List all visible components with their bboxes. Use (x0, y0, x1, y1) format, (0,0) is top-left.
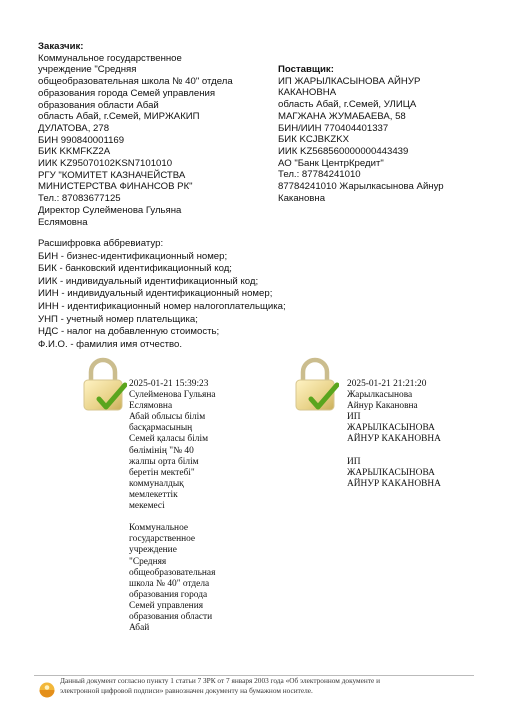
supplier-detail-line: КАКАНОВНА (278, 87, 337, 99)
signature-line: государственное (129, 534, 196, 545)
signature-1-text (129, 379, 216, 634)
customer-detail-line: Еслямовна (38, 216, 88, 228)
abbreviation-item: ИИК - индивидуальный идентификационный код; (38, 275, 259, 287)
signature-lock-icon (79, 355, 127, 420)
signature-line: Айнур Какановна (347, 401, 418, 412)
customer-detail-line: БИК KKMFKZ2A (38, 146, 111, 158)
supplier-detail-line: Какановна (278, 192, 326, 204)
customer-detail-line: Тел.: 87083677125 (38, 193, 121, 205)
supplier-detail-line: ИП ЖАРЫЛКАСЫНОВА АЙНУР (278, 75, 421, 87)
signature-line: мемлекеттік (129, 489, 178, 500)
supplier-detail-line: Тел.: 87784241010 (278, 169, 361, 181)
supplier-block (278, 64, 444, 204)
signature-line: Жарылкасынова (347, 390, 413, 401)
supplier-detail-line: БИК KCJBKZKX (278, 134, 350, 146)
signature-line: АЙНУР КАКАНОВНА (347, 478, 441, 489)
signature-line: Сулейменова Гульяна (129, 390, 216, 401)
customer-detail-line: Директор Сулейменова Гульяна (38, 204, 182, 216)
signature-line: Абай облысы білім (129, 412, 206, 423)
signature-line: беретін мектебі" (129, 467, 195, 478)
signature-line: 2025-01-21 15:39:23 (129, 379, 209, 389)
customer-heading: Заказчик: (38, 41, 84, 52)
sun-logo-icon (37, 680, 57, 705)
signature-line: бөлімінің "№ 40 (129, 445, 194, 456)
signature-line (129, 512, 216, 523)
footer-line: электронной цифровой подписи» равнозначен документу на бумажном носителе. (60, 686, 313, 695)
supplier-detail-line: БИН/ИИН 770404401337 (278, 122, 389, 134)
signature-line: ИП (347, 412, 361, 423)
customer-detail-line: БИН 990840001169 (38, 134, 125, 146)
signature-line: ИП (347, 456, 361, 467)
abbreviations-block (38, 238, 286, 351)
supplier-detail-line: ИИК KZ568560000000443439 (278, 145, 409, 157)
customer-detail-line: учреждение "Средняя (38, 64, 137, 76)
footer-legal-note (60, 676, 472, 696)
signature-line: жалпы орта білім (129, 456, 199, 467)
customer-detail-line: образования области Абай (38, 99, 159, 111)
signature-line: 2025-01-21 21:21:20 (347, 379, 427, 389)
customer-detail-line: ДУЛАТОВА, 278 (38, 122, 110, 134)
signature-line: ЖАРЫЛКАСЫНОВА (347, 423, 435, 434)
signature-line: "Средняя (129, 556, 167, 567)
signature-line: коммуналдық (129, 478, 184, 489)
customer-block (38, 41, 233, 228)
customer-detail-line: ИИК KZ95070102KSN7101010 (38, 158, 173, 170)
signature-line: АЙНУР КАКАНОВНА (347, 434, 441, 445)
signature-line: ЖАРЫЛКАСЫНОВА (347, 467, 435, 478)
customer-detail-line: образования города Семей управления (38, 87, 216, 99)
abbreviation-item: ИНН - идентификационный номер налогоплательщика; (38, 300, 286, 312)
signature-2-text (347, 379, 441, 490)
abbreviation-item: БИК - банковский идентификационный код; (38, 263, 232, 275)
supplier-detail-line: МАГЖАНА ЖУМАБАЕВА, 58 (278, 110, 406, 122)
customer-detail-line: область Абай, г.Семей, МИРЖАКИП (38, 111, 200, 123)
signature-lock-icon (291, 355, 339, 420)
signature-line (347, 446, 441, 457)
signature-line: образования области (129, 611, 213, 622)
signature-line: общеобразовательная (129, 567, 216, 578)
supplier-details (278, 76, 444, 205)
abbreviation-item: УНП - учетный номер плательщика; (38, 313, 198, 325)
abbreviation-item: НДС - налог на добавленную стоимость; (38, 326, 220, 338)
customer-detail-line: МИНИСТЕРСТВА ФИНАНСОВ РК" (38, 181, 193, 193)
customer-detail-line: общеобразовательная школа № 40" отдела (38, 76, 233, 88)
supplier-detail-line: 87784241010 Жарылкасынова Айнур (278, 181, 444, 193)
supplier-detail-line: АО "Банк ЦентрКредит" (278, 157, 384, 169)
signature-line: Семей управления (129, 600, 204, 611)
signature-line: Семей қаласы білім (129, 434, 209, 445)
signature-line: школа № 40" отдела (129, 578, 210, 589)
customer-details (38, 53, 233, 229)
signature-line: мекемесі (129, 501, 165, 512)
signature-line: басқармасының (129, 423, 193, 434)
signature-line: Еслямовна (129, 401, 173, 412)
abbreviation-item: ИИН - индивидуальный идентификационный номер; (38, 288, 273, 300)
signature-line: Абай (129, 623, 150, 634)
abbreviation-item: Ф.И.О. - фамилия имя отчество. (38, 338, 183, 350)
signature-line: Коммунальное (129, 523, 189, 534)
signature-line: образования города (129, 589, 208, 600)
customer-detail-line: Коммунальное государственное (38, 52, 182, 64)
supplier-detail-line: область Абай, г.Семей, УЛИЦА (278, 99, 417, 111)
abbreviations-title: Расшифровка аббревиатур: (38, 238, 164, 249)
signature-line: учреждение (129, 545, 177, 556)
customer-detail-line: РГУ "КОМИТЕТ КАЗНАЧЕЙСТВА (38, 169, 186, 181)
abbreviation-item: БИН - бизнес-идентификационный номер; (38, 250, 228, 262)
footer-line: Данный документ согласно пункту 1 статьи 7 ЗРК от 7 января 2003 года «Об электронном документе и (60, 676, 380, 685)
supplier-heading: Поставщик: (278, 64, 334, 75)
abbreviations-list (38, 251, 286, 352)
